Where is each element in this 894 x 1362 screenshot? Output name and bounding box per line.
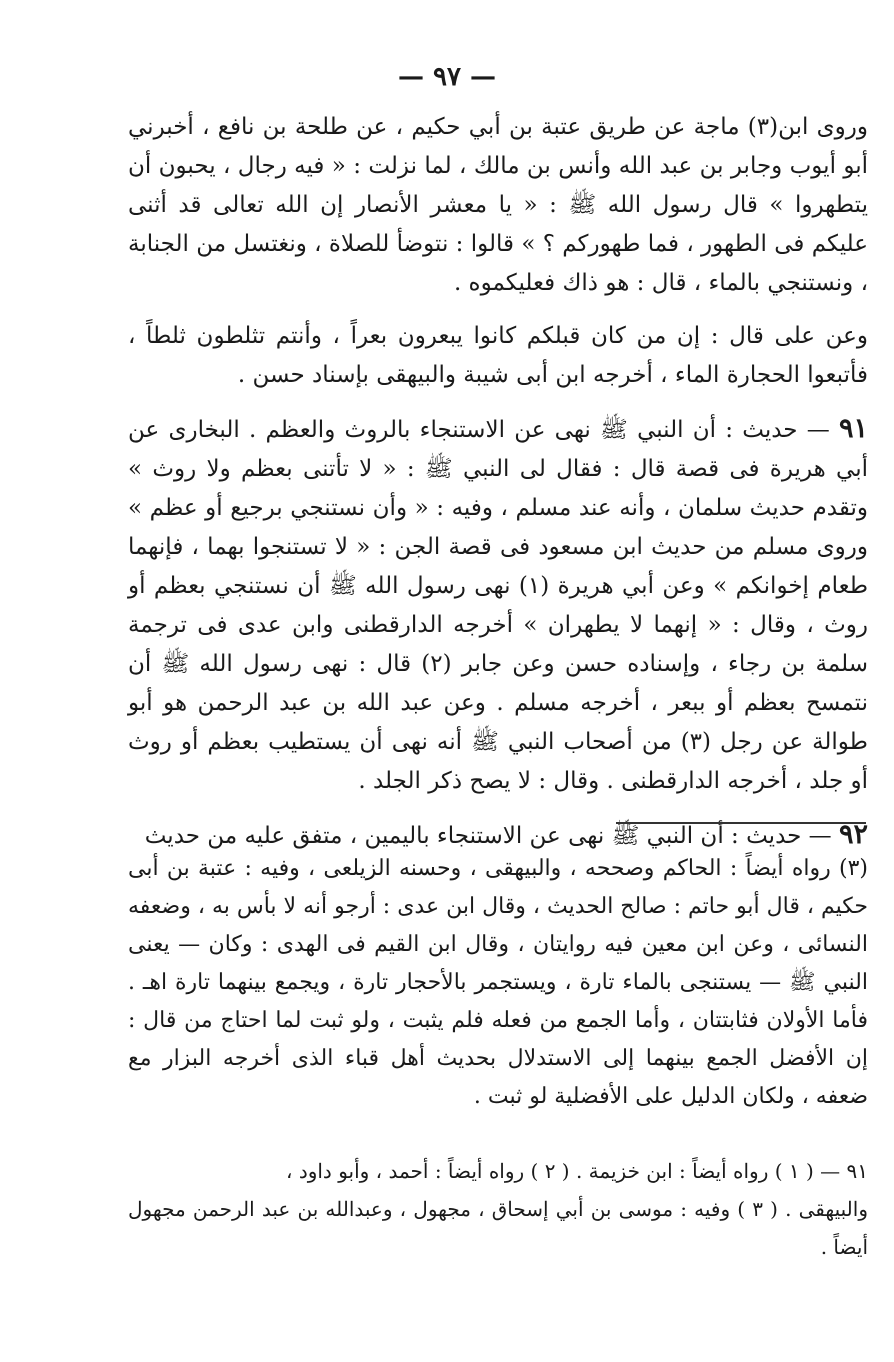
main-text bbox=[128, 108, 868, 870]
endnote-line-1: ٩١ — ( ١ ) رواه أيضاً : ابن خزيمة . ( ٢ ) رواه أيضاً : أحمد ، وأبو داود ، bbox=[286, 1159, 868, 1183]
footnote-3: (٣) رواه أيضاً : الحاكم وصححه ، والبيهقى ، وحسنه الزيلعى ، وفيه : عتبة بن أبى حكيم ، قال أبو حاتم : صالح الحديث ، وقال ابن عدى : أرجو أنه لا بأس به ، وضعفه النسائى ، وعن ابن معين فيه روايتان ، وقال ابن القيم فى الهدى : وكان — يعنى النبي ﷺ — يستنجى بالماء تارة ، ويستجمر بالأحجار تارة ، ويجمع بينهما تارة اهـ . فأما الأولان فثابتتان ، وأما الجمع من فعله فلم يثبت ، ولو ثبت لما احتاج من قال : إن الأفضل الجمع بينهما إلى الاستدلال بحديث أهل قباء الذى أخرجه البزار مع ضعفه ، ولكان الدليل على الأفضلية لو ثبت . bbox=[128, 856, 868, 1109]
hadith-91-text: — حديث : أن النبي ﷺ نهى عن الاستنجاء بالروث والعظم . البخارى عن أبي هريرة فى قصة قال : فقال لى النبي ﷺ : « لا تأتنى بعظم ولا روث » وتقدم حديث سلمان ، وأنه عند مسلم ، وفيه : « وأن نستنجي برجيع أو عظم » وروى مسلم من حديث ابن مسعود فى قصة الجن : « لا تستنجوا بهما ، فإنهما طعام إخوانكم » وعن أبي هريرة (١) نهى رسول الله ﷺ أن نستنجي بعظم أو روث ، وقال : « إنهما لا يطهران » أخرجه الدارقطنى وابن عدى فى ترجمة سلمة بن رجاء ، وإسناده حسن وعن جابر (٢) قال : نهى رسول الله ﷺ أن نتمسح بعظم أو ببعر ، أخرجه مسلم . وعن عبد الله بن عبد الرحمن هو أبو طوالة عن رجل (٣) من أصحاب النبي ﷺ أنه نهى أن يستطيب بعظم أو روث أو جلد ، أخرجه الدارقطنى . وقال : لا يصح ذكر الجلد . bbox=[128, 417, 868, 794]
footnote-divider bbox=[616, 822, 866, 824]
endnote-line-2: والبيهقى . ( ٣ ) وفيه : موسى بن أبي إسحاق ، مجهول ، وعبدالله بن عبد الرحمن مجهول أيضاً . bbox=[128, 1197, 868, 1259]
endnote-section bbox=[128, 1152, 868, 1266]
hadith-91 bbox=[128, 409, 868, 801]
hadith-91-number: ٩١ bbox=[838, 413, 868, 444]
paragraph-ibn-majah: وروى ابن(٣) ماجة عن طريق عتبة بن أبي حكيم ، عن طلحة بن نافع ، أخبرني أبو أيوب وجابر بن عبد الله وأنس بن مالك ، لما نزلت : « فيه رجال ، يحبون أن يتطهروا » قال رسول الله ﷺ : « يا معشر الأنصار إن الله تعالى قد أثنى عليكم فى الطهور ، فما طهوركم ؟ » قالوا : نتوضأ للصلاة ، ونغتسل من الجنابة ، ونستنجي بالماء ، قال : هو ذاك فعليكموه . bbox=[128, 114, 868, 296]
page-number: — ٩٧ — bbox=[397, 62, 497, 92]
hadith-92-number: ٩٢ bbox=[838, 819, 868, 850]
hadith-92-text: — حديث : أن النبي ﷺ نهى عن الاستنجاء باليمين ، متفق عليه من حديث bbox=[144, 823, 832, 849]
paragraph-ali: وعن على قال : إن من كان قبلكم كانوا يبعرون بعراً ، وأنتم تثلطون ثلطاً ، فأتبعوا الحجارة الماء ، أخرجه ابن أبى شيبة والبيهقى بإسناد حسن . bbox=[128, 323, 868, 388]
footnote-section bbox=[128, 850, 868, 1116]
